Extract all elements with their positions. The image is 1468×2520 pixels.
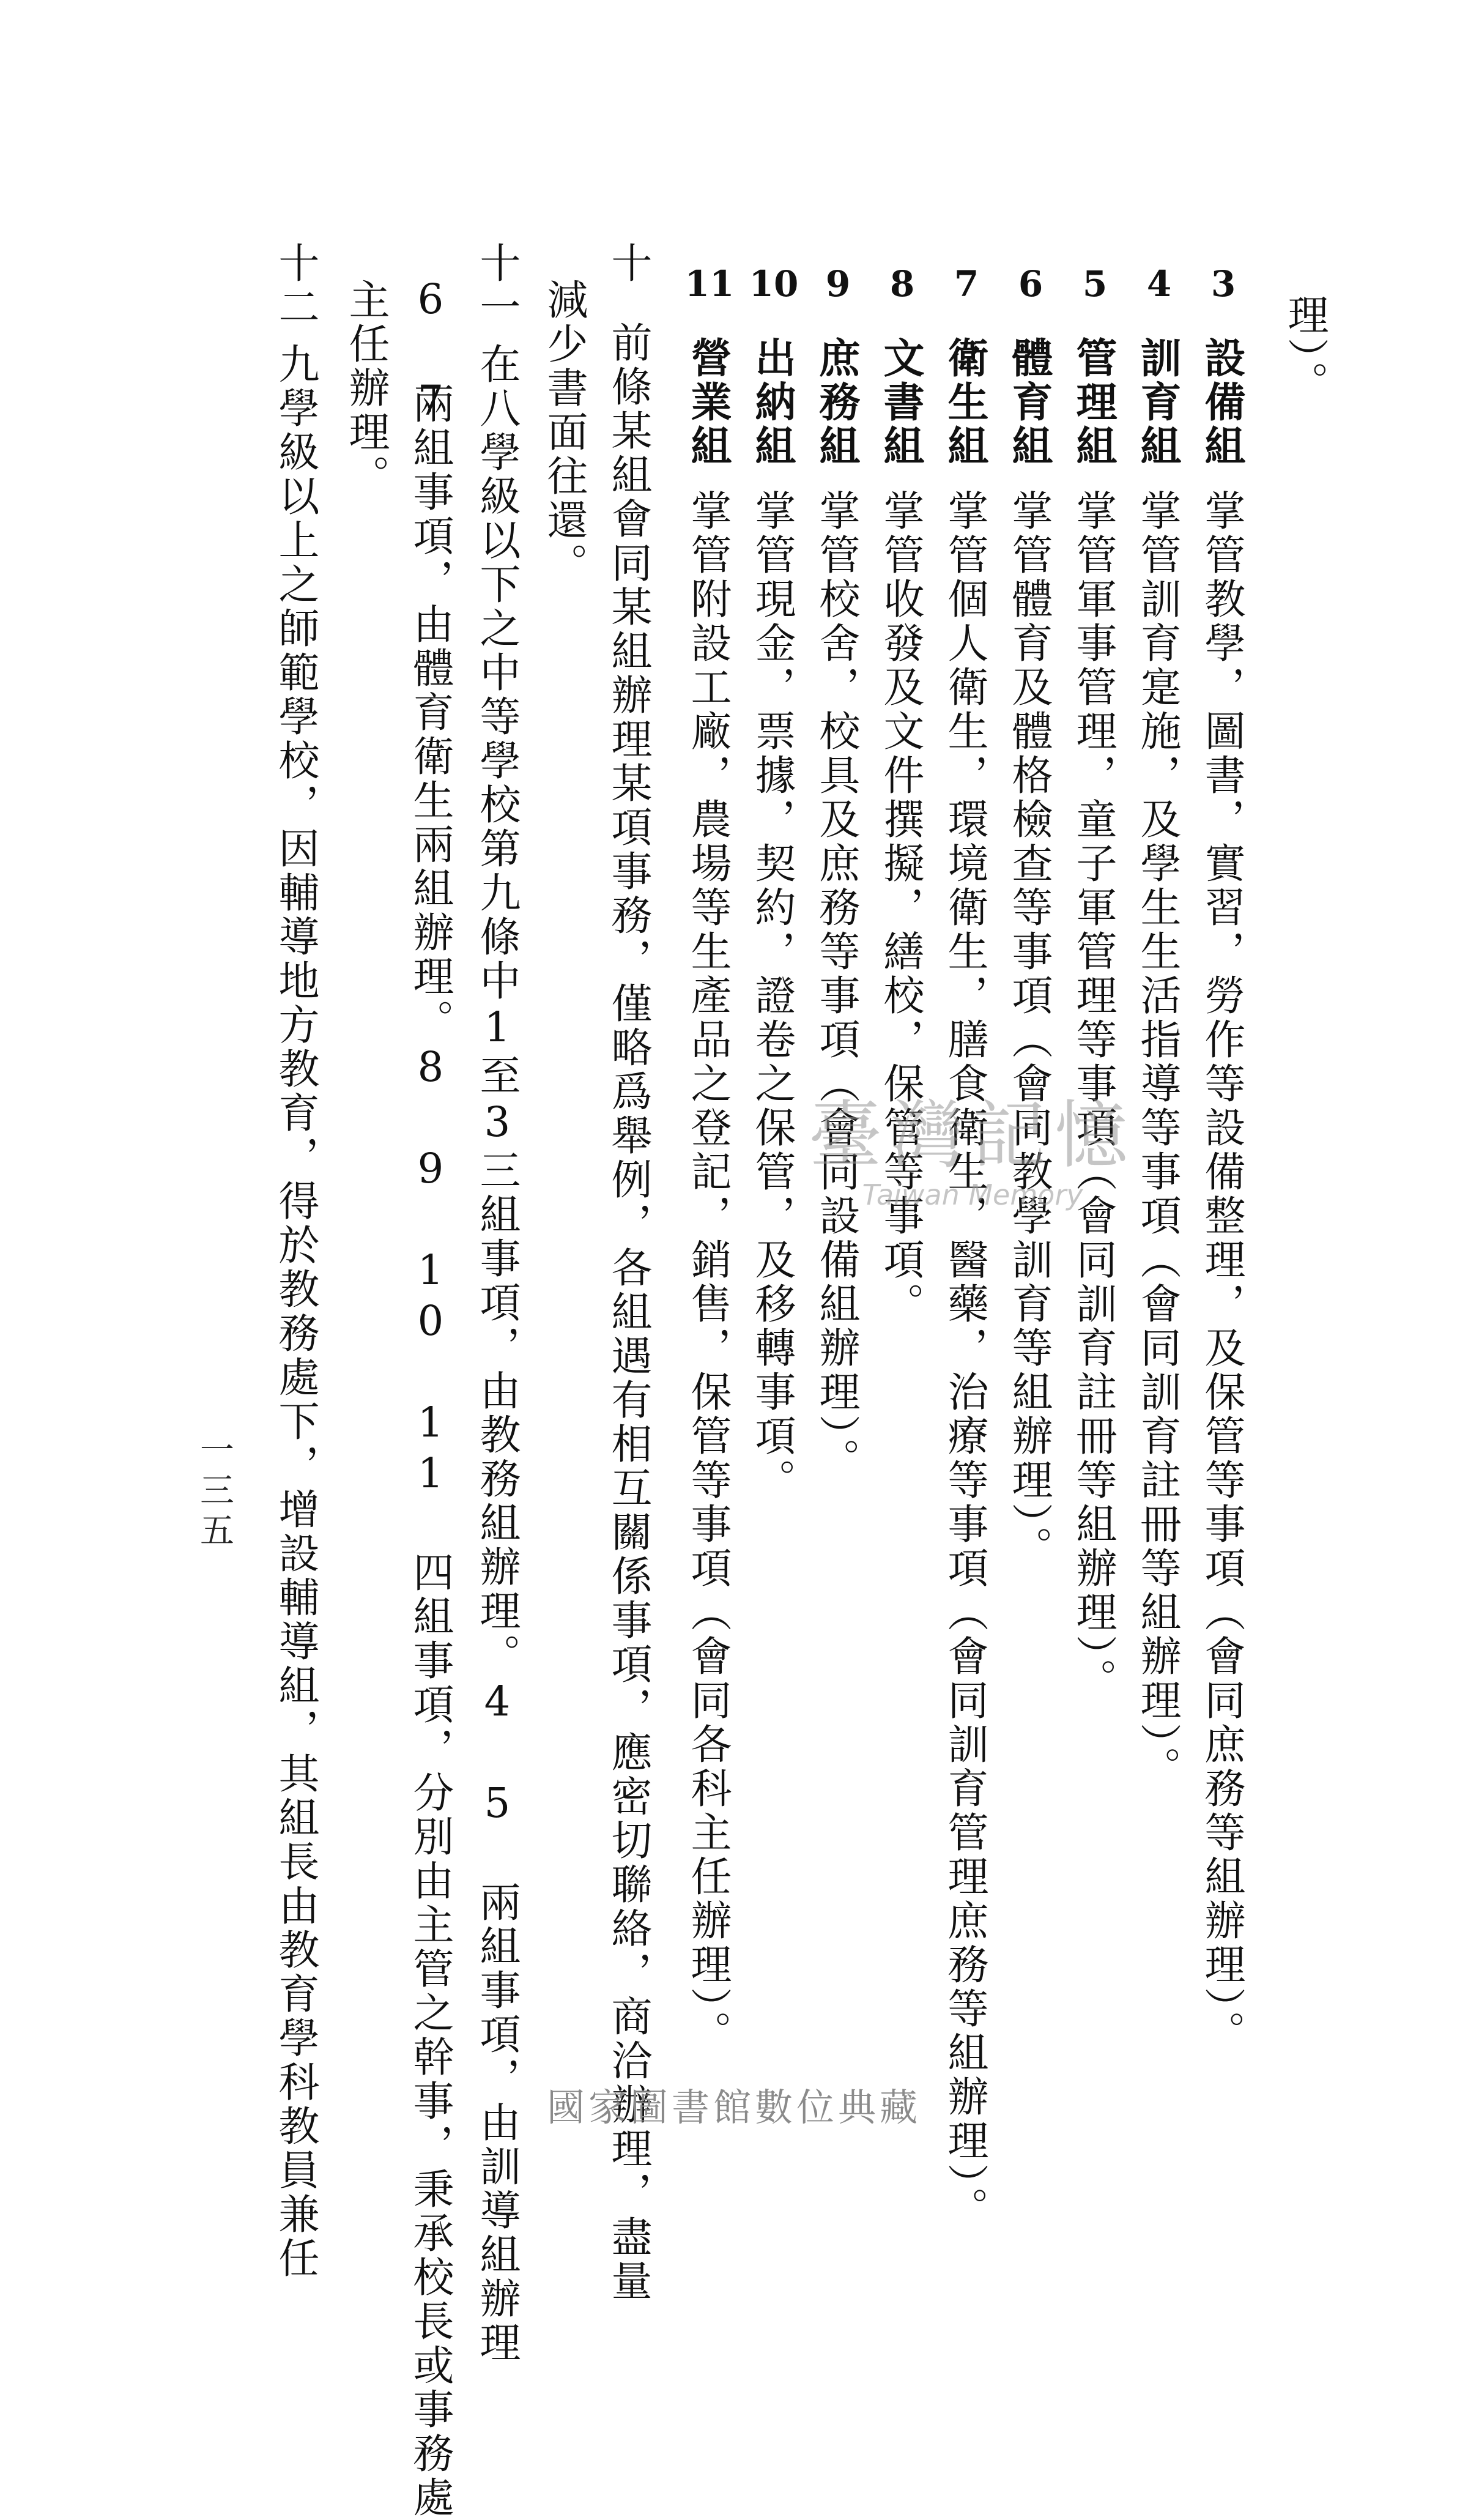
article-10-line2: 減少書面往還。: [541, 278, 588, 587]
entry-number: 10: [749, 263, 799, 305]
article-12-number: 十二: [272, 242, 320, 330]
carryover-line: 理）。: [1281, 294, 1329, 406]
entry-number: 11: [684, 263, 735, 305]
watermark-english: Taiwan Memory: [862, 1178, 1083, 1211]
article-10-number: 十: [605, 242, 653, 286]
entry-head: 衛生組: [941, 336, 989, 469]
entry-head: 管理組: [1070, 336, 1118, 469]
entry-number: 5: [1082, 263, 1108, 305]
entry-text: 掌管體育及體格檢查等事項（會同教學訓育等組辦理）。: [1006, 489, 1053, 1570]
entry-number: 7: [954, 263, 979, 305]
entry-text: 掌管教學，圖書，實習，勞作等設備整理，及保管等事項（會同庶務等組辦理）。: [1198, 489, 1246, 2055]
entry-number: 4: [1146, 263, 1172, 305]
article-11-number: 十一: [473, 242, 521, 330]
entry-text: 掌管訓育寔施，及學生生活指導等事項（會同訓育註冊等組辦理）。: [1134, 489, 1182, 1791]
entry-text: 掌管現金，票據，契約，證卷之保管，及移轉事項。: [749, 489, 796, 1503]
entry-text: 掌管個人衛生，環境衛生，膳食衛生，醫藥，治療等事項（會同訓育管理庶務等組辦理）。: [941, 489, 989, 2231]
page-number: 一三五: [195, 1432, 234, 1553]
entry-head: 庶務組: [813, 336, 861, 469]
watermark-chinese: 臺灣記憶: [809, 1093, 1136, 1178]
entry-head: 營業組: [684, 336, 732, 469]
article-11-line2: 兩組事項，由體育衛生兩組辦理。8 9 10 11 四組事項，分別由主管之幹事，秉承校長或事務處: [407, 382, 454, 2520]
article-11-line2-number: 6 7: [407, 275, 454, 428]
entry-head: 出納組: [749, 336, 796, 469]
entry-number: 3: [1210, 263, 1236, 305]
entry-text: 掌管收發及文件撰擬，繕校，保管等事項。: [877, 489, 925, 1326]
entry-text: 掌管校舍，校具及庶務等事項（會同設備組辦理）。: [813, 489, 861, 1482]
entry-number: 8: [889, 263, 915, 305]
entry-text: 掌管附設工廠，農場等生產品之登記，銷售，保管等事項（會同各科主任辦理）。: [684, 489, 732, 2055]
footer-collection-label: 國家圖書館數位典藏: [546, 2085, 921, 2130]
entry-head: 文書組: [877, 336, 925, 469]
entry-head: 訓育組: [1134, 336, 1182, 469]
article-11-line3: 主任辦理。: [343, 278, 390, 499]
entry-number: 6: [1018, 263, 1044, 305]
article-12-line1: 九學級以上之師範學校，因輔導地方教育，得於教務處下，增設輔導組，其組長由教育學科教員兼任: [272, 343, 320, 2281]
article-10-line1: 前條某組會同某組辦理某項事務，僅略爲舉例，各組遇有相互關係事項，應密切聯絡，商洽辦理，盡量: [605, 321, 653, 2303]
watermark-logo: [758, 1077, 1187, 1211]
entry-head: 體育組: [1006, 336, 1053, 469]
entry-text: 掌管軍事管理，童子軍管理等事項（會同訓育註冊等組辦理）。: [1070, 489, 1118, 1703]
article-11-line1: 在八學級以下之中等學校第九條中1至3三組事項，由教務組辦理。4 5 兩組事項，由訓導組辦理: [473, 343, 521, 2365]
entry-head: 設備組: [1198, 336, 1246, 469]
entry-number: 9: [825, 263, 851, 305]
